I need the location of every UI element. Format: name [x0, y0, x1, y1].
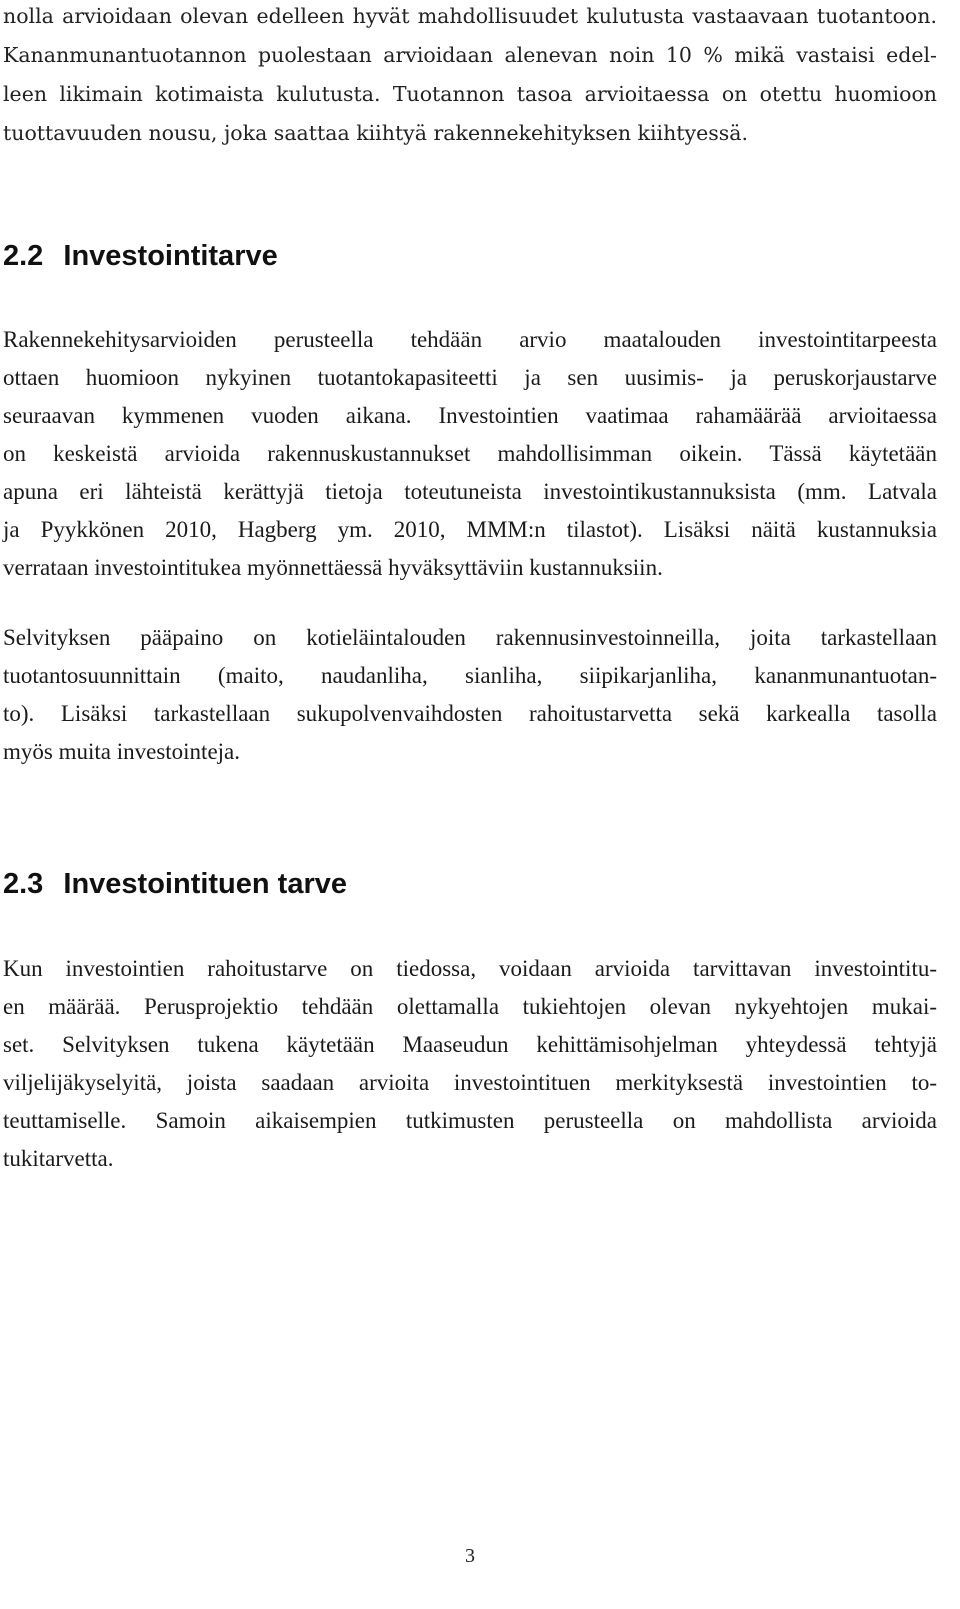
- text-line: seuraavan kymmenen vuoden aikana. Investointien vaatimaa rahamäärää arvioitaessa: [3, 403, 937, 428]
- text-line: apuna eri lähteistä kerättyjä tietoja toteutuneista investointikustannuksista (mm. Latvala: [3, 479, 937, 504]
- section-number: 2.2: [3, 240, 44, 272]
- section-title: Investointitarve: [63, 240, 278, 272]
- text-line: ja Pyykkönen 2010, Hagberg ym. 2010, MMM:n tilastot). Lisäksi näitä kustannuksia: [3, 517, 937, 542]
- section-number: 2.3: [3, 868, 44, 900]
- text-line: Kananmunantuotannon puolestaan arvioidaan alenevan noin 10 % mikä vastaisi edel-: [3, 43, 937, 67]
- text-line: tuottavuuden nousu, joka saattaa kiihtyä rakennekehityksen kiihtyessä.: [3, 121, 749, 145]
- text-line: Rakennekehitysarvioiden perusteella tehdään arvio maatalouden investointitarpeesta: [3, 327, 937, 352]
- text-line: Selvityksen pääpaino on kotieläintalouden rakennusinvestoinneilla, joita tarkastellaan: [3, 625, 937, 650]
- text-line: set. Selvityksen tukena käytetään Maaseudun kehittämisohjelman yhteydessä tehtyjä: [3, 1032, 937, 1057]
- text-line: tuotantosuunnittain (maito, naudanliha, sianliha, siipikarjanliha, kananmunantuotan-: [3, 663, 937, 688]
- text-line: ottaen huomioon nykyinen tuotantokapasiteetti ja sen uusimis- ja peruskorjaustarve: [3, 365, 937, 390]
- section-2-2-paragraph-1: [3, 321, 937, 587]
- text-line: verrataan investointitukea myönnettäessä hyväksyttäviin kustannuksiin.: [3, 555, 663, 580]
- intro-paragraph: [3, 0, 937, 153]
- text-line: teuttamiselle. Samoin aikaisempien tutkimusten perusteella on mahdollista arvioida: [3, 1108, 937, 1133]
- section-heading-2-3: [3, 868, 347, 901]
- page-number: 3: [465, 1545, 475, 1567]
- section-2-3-paragraph-1: [3, 950, 937, 1178]
- text-line: en määrää. Perusprojektio tehdään olettamalla tukiehtojen olevan nykyehtojen mukai-: [3, 994, 937, 1019]
- section-title: Investointituen tarve: [63, 868, 348, 900]
- text-line: to). Lisäksi tarkastellaan sukupolvenvaihdosten rahoitustarvetta sekä karkealla tasolla: [3, 701, 937, 726]
- text-line: viljelijäkyselyitä, joista saadaan arvioita investointituen merkityksestä investointien to-: [3, 1070, 937, 1095]
- text-line: nolla arvioidaan olevan edelleen hyvät mahdollisuudet kulutusta vastaavaan tuotantoon.: [3, 4, 937, 28]
- section-heading-2-2: [3, 240, 278, 273]
- text-line: Kun investointien rahoitustarve on tiedossa, voidaan arvioida tarvittavan investointitu-: [3, 956, 937, 981]
- text-line: myös muita investointeja.: [3, 739, 240, 764]
- section-2-2-paragraph-2: [3, 619, 937, 771]
- text-line: leen likimain kotimaista kulutusta. Tuotannon tasoa arvioitaessa on otettu huomioon: [3, 82, 937, 106]
- text-line: tukitarvetta.: [3, 1146, 114, 1171]
- text-line: on keskeistä arvioida rakennuskustannukset mahdollisimman oikein. Tässä käytetään: [3, 441, 937, 466]
